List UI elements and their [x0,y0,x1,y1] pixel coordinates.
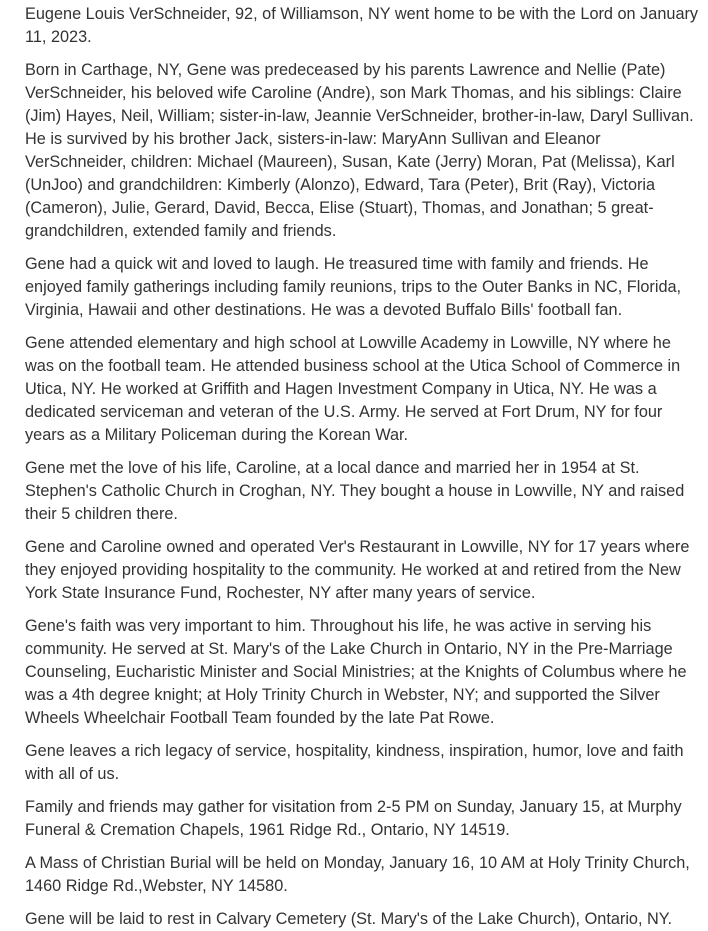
paragraph-family: Born in Carthage, NY, Gene was predeceased by his parents Lawrence and Nellie (Pate) VerSchneider, his beloved wife Caroline (Andre), son Mark Thomas, and his siblings: Claire (Jim) Hayes, Neil, William; sister-in-law, Jeannie VerSchneider, brother-in-law, Daryl Sullivan. He is survived by his brother Jack, sisters-in-law: MaryAnn Sullivan and Eleanor VerSchneider, children: Michael (Maureen), Susan, Kate (Jerry) Moran, Pat (Melissa), Karl (UnJoo) and grandchildren: Kimberly (Alonzo), Edward, Tara (Peter), Brit (Ray), Victoria (Cameron), Julie, Gerard, David, Becca, Elise (Stuart), Thomas, and Jonathan; 5 great-grandchildren, extended family and friends. [25,61,694,240]
paragraph-faith: Gene's faith was very important to him. Throughout his life, he was active in serving his community. He served at St. Mary's of the Lake Church in Ontario, NY in the Pre-Marriage Counseling, Eucharistic Minister and Social Ministries; at the Knights of Columbus where he was a 4th degree knight; at Holy Trinity Church in Webster, NY; and supported the Silver Wheels Wheelchair Football Team founded by the late Pat Rowe. [25,617,687,727]
paragraph-visitation: Family and friends may gather for visitation from 2-5 PM on Sunday, January 15, at Murphy Funeral & Cremation Chapels, 1961 Ridge Rd., Ontario, NY 14519. [25,798,682,839]
obituary-text [25,3,700,931]
paragraph-personality: Gene had a quick wit and loved to laugh. He treasured time with family and friends. He enjoyed family gatherings including family reunions, trips to the Outer Banks in NC, Florida, Virginia, Hawaii and other destinations. He was a devoted Buffalo Bills' football fan. [25,255,682,319]
paragraph-death-notice: Eugene Louis VerSchneider, 92, of Williamson, NY went home to be with the Lord on January 11, 2023. [25,5,699,46]
paragraph-marriage: Gene met the love of his life, Caroline, at a local dance and married her in 1954 at St. Stephen's Catholic Church in Croghan, NY. They bought a house in Lowville, NY and raised their 5 children there. [25,459,685,523]
paragraph-mass: A Mass of Christian Burial will be held on Monday, January 16, 10 AM at Holy Trinity Church, 1460 Ridge Rd.,Webster, NY 14580. [25,854,690,895]
paragraph-burial: Gene will be laid to rest in Calvary Cemetery (St. Mary's of the Lake Church), Ontario, NY. [25,910,673,928]
paragraph-legacy: Gene leaves a rich legacy of service, hospitality, kindness, inspiration, humor, love and faith with all of us. [25,742,684,783]
paragraph-career: Gene and Caroline owned and operated Ver's Restaurant in Lowville, NY for 17 years where they enjoyed providing hospitality to the community. He worked at and retired from the New York State Insurance Fund, Rochester, NY after many years of service. [25,538,690,602]
paragraph-education-service: Gene attended elementary and high school at Lowville Academy in Lowville, NY where he was on the football team. He attended business school at the Utica School of Commerce in Utica, NY. He worked at Griffith and Hagen Investment Company in Utica, NY. He was a dedicated serviceman and veteran of the U.S. Army. He served at Fort Drum, NY for four years as a Military Policeman during the Korean War. [25,334,681,444]
